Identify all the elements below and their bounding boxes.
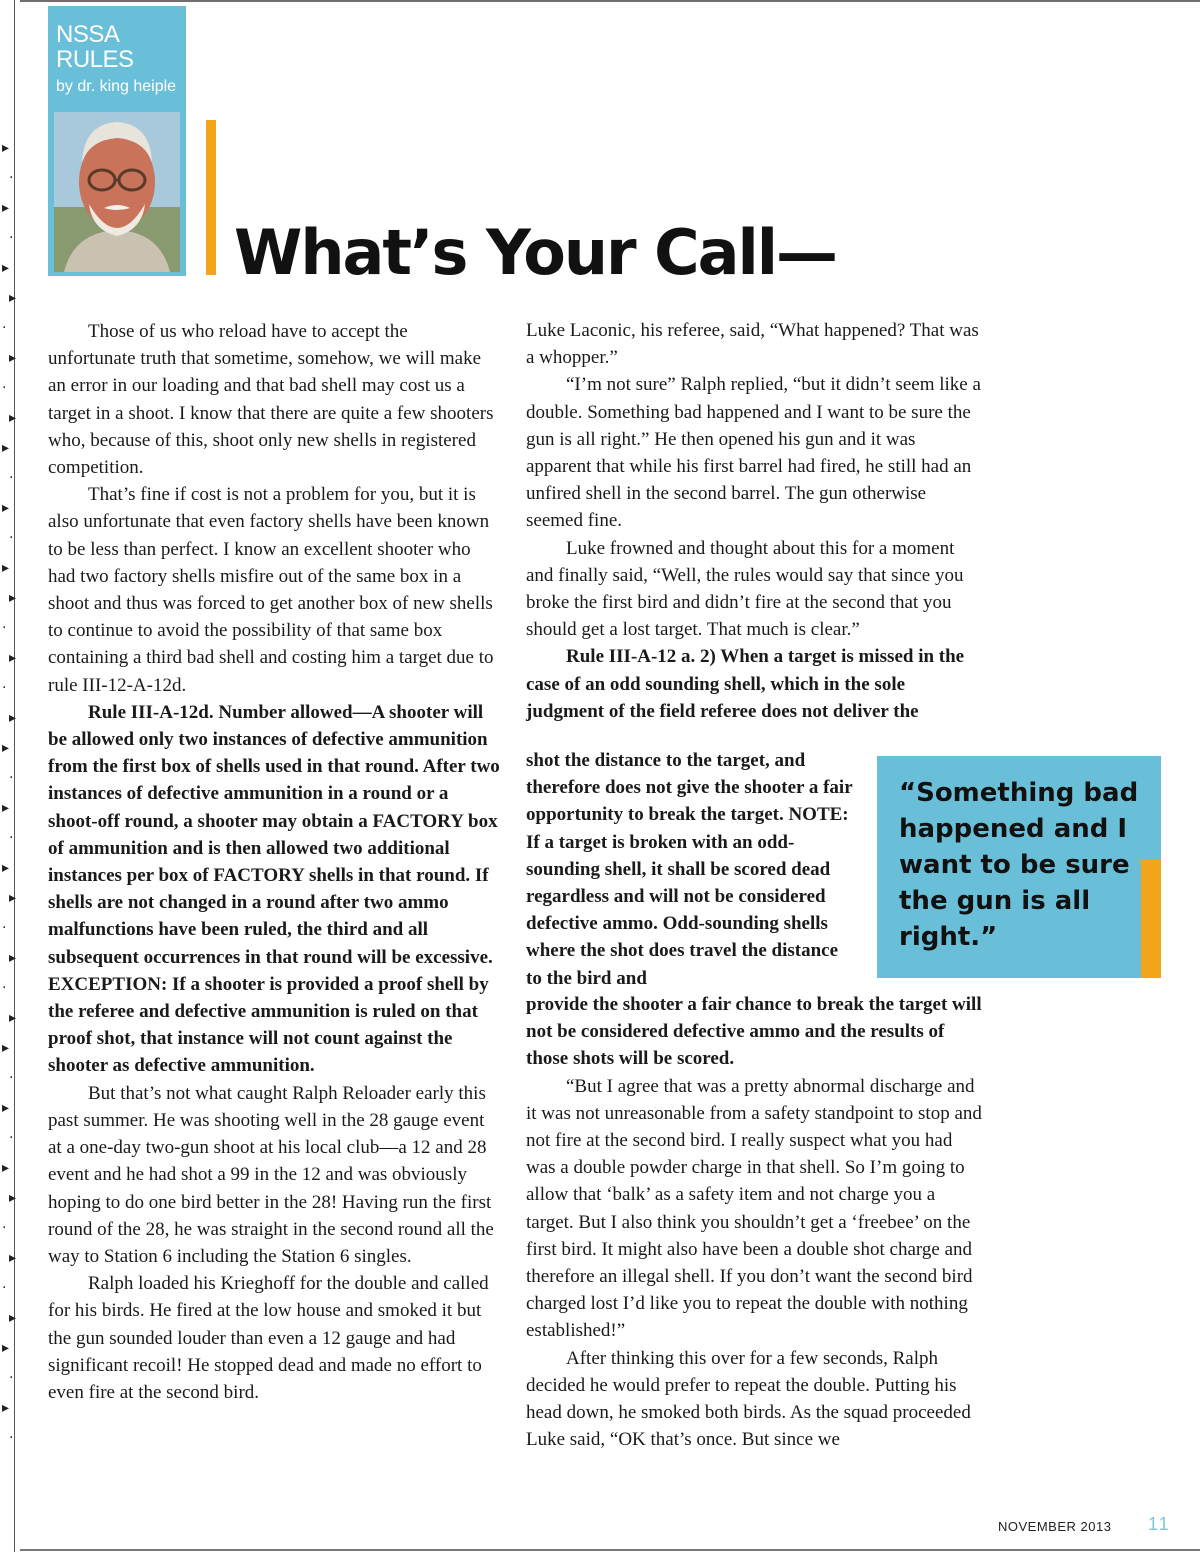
article-headline: What’s Your Call— <box>234 216 836 289</box>
margin-mark: ⋅ <box>2 920 7 936</box>
margin-mark: ▸ <box>9 1310 17 1326</box>
margin-mark: ⋅ <box>9 530 14 546</box>
column-label-line2: RULES <box>56 46 134 73</box>
article-column-left <box>48 318 500 1406</box>
margin-mark: ▸ <box>9 350 17 366</box>
paragraph: Luke frowned and thought about this for a moment and finally said, “Well, the rules would say that since you broke the first bird and didn’t fire at the second that you should get a lost target. That much is clear.” <box>526 537 964 641</box>
margin-mark: ⋅ <box>9 1430 14 1446</box>
margin-mark: ▸ <box>2 200 10 216</box>
margin-mark: ▸ <box>9 290 17 306</box>
margin-mark: ▸ <box>2 800 10 816</box>
margin-mark: ⋅ <box>2 320 7 336</box>
margin-mark: ▸ <box>2 1160 10 1176</box>
article-column-right-lower <box>526 991 984 1453</box>
margin-mark: ▸ <box>9 950 17 966</box>
margin-mark: ▸ <box>2 260 10 276</box>
pull-quote-accent <box>1141 860 1161 978</box>
paragraph: Luke Laconic, his referee, said, “What happened? That was a whopper.” <box>526 320 979 369</box>
rule-quote: Rule III-A-12d. Number allowed—A shooter will be allowed only two instances of defective ammunition from the first box of shells used in that round. After two instances of defective ammunition in a round or a shoot-off round, a shooter may obtain a FACTORY box of ammunition and is then allowed two additional instances per box of FACTORY shells in that round. If shells are not changed in a round after two ammo malfunctions have been ruled, the third and all subsequent occurrences in that round will be excessive. EXCEPTION: If a shooter is provided a proof shell by the referee and defective ammunition is ruled on that proof shot, that instance will not count against the shooter as defective ammunition. <box>48 701 500 1077</box>
margin-mark: ▸ <box>2 440 10 456</box>
margin-mark: ⋅ <box>9 1070 14 1086</box>
margin-mark: ▸ <box>9 410 17 426</box>
top-rule <box>20 0 1200 2</box>
author-portrait <box>54 112 180 272</box>
article-column-right <box>526 317 984 725</box>
margin-mark: ▸ <box>9 1190 17 1206</box>
margin-mark: ⋅ <box>2 1220 7 1236</box>
rule-quote: shot the distance to the target, and therefore does not give the shooter a fair opportunity to break the target. NOTE: If a target is broken with an odd-sounding shell, it shall be scored dead regardless and will not be considered defective ammo. Odd-sounding shells where the shot does travel the distance to the bird and <box>526 750 853 989</box>
margin-mark: ▸ <box>9 590 17 606</box>
margin-mark: ⋅ <box>2 680 7 696</box>
column-label-line1: NSSA <box>56 21 120 48</box>
margin-mark: ⋅ <box>9 470 14 486</box>
margin-mark: ⋅ <box>2 980 7 996</box>
paragraph: “But I agree that was a pretty abnormal discharge and it was not unreasonable from a safety standpoint to stop and not fire at the second bird. I really suspect what you had was a double powder charge in that shell. So I’m going to allow that ‘balk’ as a safety item and not charge you a target. But I also think you shouldn’t get a ‘freebee’ on the first bird. It might also have been a double shot charge and therefore an illegal shell. If you don’t want the second bird charged lost I’d like you to repeat the double with nothing established!” <box>526 1075 982 1342</box>
margin-mark: ▸ <box>9 710 17 726</box>
margin-mark: ▸ <box>2 1340 10 1356</box>
paragraph: After thinking this over for a few seconds, Ralph decided he would prefer to repeat the double. Putting his head down, he smoked both birds. As the squad proceeded Luke said, “OK that’s once. But since we <box>526 1347 971 1451</box>
margin-mark: ⋅ <box>9 830 14 846</box>
margin-mark: ⋅ <box>9 770 14 786</box>
margin-mark: ▸ <box>9 890 17 906</box>
margin-mark: ▸ <box>2 560 10 576</box>
margin-mark: ▸ <box>9 1250 17 1266</box>
margin-mark: ▸ <box>2 740 10 756</box>
margin-mark: ▸ <box>2 500 10 516</box>
margin-mark: ⋅ <box>9 1130 14 1146</box>
margin-mark: ⋅ <box>2 380 7 396</box>
margin-mark: ▸ <box>2 140 10 156</box>
margin-mark: ⋅ <box>2 620 7 636</box>
article-column-right-narrow <box>526 747 854 992</box>
rule-quote: Rule III-A-12 a. 2) When a target is missed in the case of an odd sounding shell, which in the sole judgment of the field referee does not deliver the <box>526 646 965 722</box>
paragraph: Those of us who reload have to accept the unfortunate truth that sometime, somehow, we will make an error in our loading and that bad shell may cost us a target in a shoot. I know that there are quite a few shooters who, because of this, shoot only new shells in registered competition. <box>48 321 494 479</box>
page-number: 11 <box>1148 1514 1171 1534</box>
margin-mark: ⋅ <box>9 230 14 246</box>
margin-mark: ▸ <box>2 1040 10 1056</box>
column-label-title <box>56 22 134 72</box>
margin-mark: ▸ <box>2 860 10 876</box>
rule-quote: provide the shooter a fair chance to break the target will not be considered defective ammo and the results of those shots will be scored. <box>526 994 982 1070</box>
paragraph: That’s fine if cost is not a problem for you, but it is also unfortunate that even factory shells have been known to be less than perfect. I know an excellent shooter who had two factory shells misfire out of the same box in a shoot and thus was forced to get another box of new shells to continue to avoid the possibility of that same box containing a third bad shell and costing him a target due to rule III-12-A-12d. <box>48 484 494 696</box>
headline-accent-bar <box>206 120 216 275</box>
column-byline: by dr. king heiple <box>56 78 177 95</box>
margin-mark: ▸ <box>2 1400 10 1416</box>
paragraph: “I’m not sure” Ralph replied, “but it didn’t seem like a double. Something bad happened and I want to be sure the gun is all right.” He then opened his gun and it was apparent that while his first barrel had fired, he still had an unfired shell in the second barrel. The gun otherwise seemed fine. <box>526 374 981 532</box>
bottom-rule <box>20 1549 1200 1551</box>
issue-date: NOVEMBER 2013 <box>998 1519 1112 1534</box>
binding-margin-marks <box>2 140 38 1480</box>
paragraph: But that’s not what caught Ralph Reloader early this past summer. He was shooting well in the 28 gauge event at a one-day two-gun shoot at his local club—a 12 and 28 event and he had shot a 99 in the 12 and was obviously hoping to do one bird better in the 28! Having run the first round of the 28, he was straight in the second round all the way to Station 6 including the Station 6 singles. <box>48 1082 494 1267</box>
margin-mark: ▸ <box>9 1010 17 1026</box>
margin-mark: ▸ <box>2 1100 10 1116</box>
margin-mark: ⋅ <box>2 1280 7 1296</box>
margin-mark: ▸ <box>9 650 17 666</box>
margin-mark: ⋅ <box>9 170 14 186</box>
paragraph: Ralph loaded his Krieghoff for the double and called for his birds. He fired at the low house and smoked it but the gun sounded louder than even a 12 gauge and had significant recoil! He stopped dead and made no effort to even fire at the second bird. <box>48 1273 489 1403</box>
margin-mark: ⋅ <box>9 1370 14 1386</box>
pull-quote: “Something bad happened and I want to be sure the gun is all right.” <box>899 778 1139 952</box>
